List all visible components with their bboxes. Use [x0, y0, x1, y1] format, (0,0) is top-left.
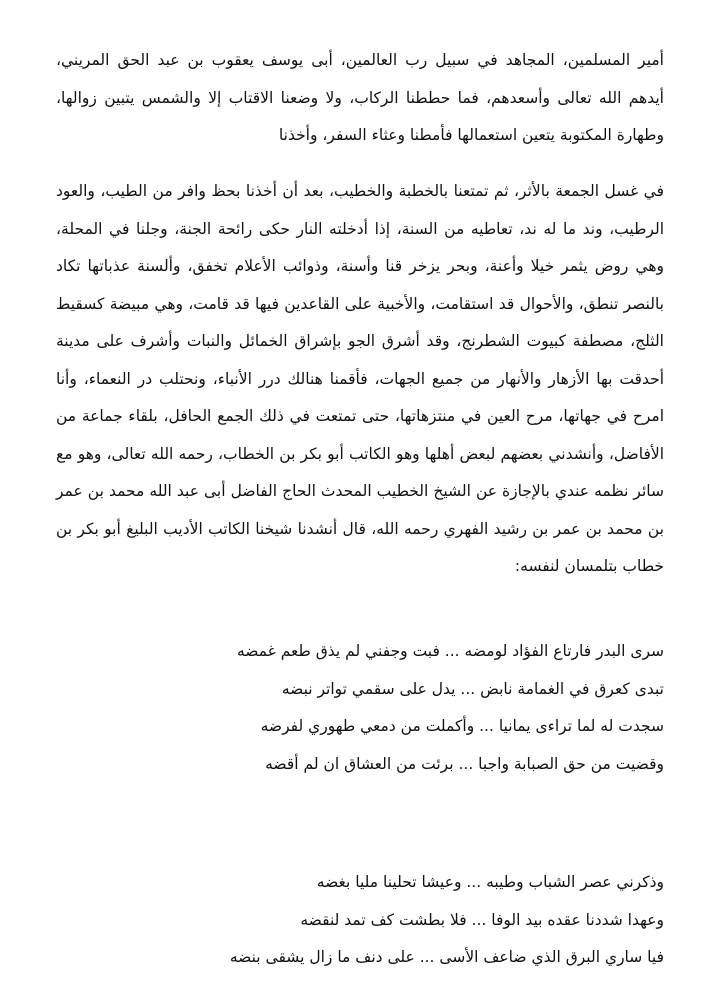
- verse-line: وذكرني عصر الشباب وطيبه ... وعيشا تحلينا مليا بغضه: [316, 873, 664, 891]
- verse-line: سرى البدر فارتاع الفؤاد لومضه ... فبت وجفني لم يذق طعم غمضه: [236, 642, 664, 660]
- verse-line: وقضيت من حق الصبابة واجبا ... برئت من العشاق ان لم أقضه: [265, 754, 664, 773]
- verse-line: فيا ساري البرق الذي ضاعف الأسى ... على دنف ما زال يشقى بنضه: [229, 948, 664, 966]
- paragraph-2: في غسل الجمعة بالأثر، ثم تمتعنا بالخطبة والخطيب، بعد أن أخذنا بحظ وافر من الطيب، والعود الرطيب، وند ما له ند، تعاطيه من السنة، إذا أدخلته النار حكى رائحة الجنة، وجلنا في المحلة، وهي روض يثمر خيلا وأعنة، وبحر يزخر قنا وأسنة، وذوائب الأعلام تخفق، وألسنة عذباتها تكاد بالنصر تنطق، والأحوال قد استقامت، والأخبية على القاعدين فيها قد قامت، وهي مبيضة كسقيط الثلج، مصطفة كبيوت الشطرنج، وقد أشرق الجو بإشراق الخمائل والنبات وأشرف على مدينة أحدقت بها الأزهار والأنهار من جميع الجهات، فأقمنا هنالك درر الأنباء، ونحتلب در النعماء، وأنا امرح في جهاتها، مرح العين في منتزهاتها، حتى تمتعت في ذلك الجمع الحافل، بلقاء جماعة من الأفاضل، وأنشدني بعضهم لبعض أهلها وهو الكاتب أبو بكر بن الخطاب، رحمه الله تعالى، وهو مع سائر نظمه عندي بالإجازة عن الشيخ الخطيب المحدث الحاج الفاضل أبى عبد الله محمد بن عمر بن محمد بن عمر بن رشيد الفهري رحمه الله، قال أنشدنا شيخنا الكاتب الأديب البليغ أبو بكر بن خطاب بتلمسان لنفسه:: [56, 182, 664, 575]
- verse-line: تبدى كعرق في الغمامة نابض ... يدل على سقمي تواتر نبضه: [281, 679, 664, 698]
- verse-line: وعهدا شددنا عقده بيد الوفا ... فلا بطشت كف تمد لنقضه: [300, 910, 664, 929]
- poem-verses-1: [56, 633, 664, 783]
- poem-verses-2: [56, 864, 664, 977]
- verse-line: سجدت له لما تراءى يمانيا ... وأكملت من دمعي طهوري لفرضه: [260, 717, 664, 735]
- paragraph-1: أمير المسلمين، المجاهد في سبيل رب العالمين، أبى يوسف يعقوب بن عبد الحق المريني، أيدهم الله تعالى وأسعدهم، فما حططنا الركاب، ولا وضعنا الاقتاب إلا والشمس يتبين زوالها، وطهارة المكتوبة يتعين استعمالها فأمطنا وعثاء السفر، وأخذنا: [56, 51, 664, 144]
